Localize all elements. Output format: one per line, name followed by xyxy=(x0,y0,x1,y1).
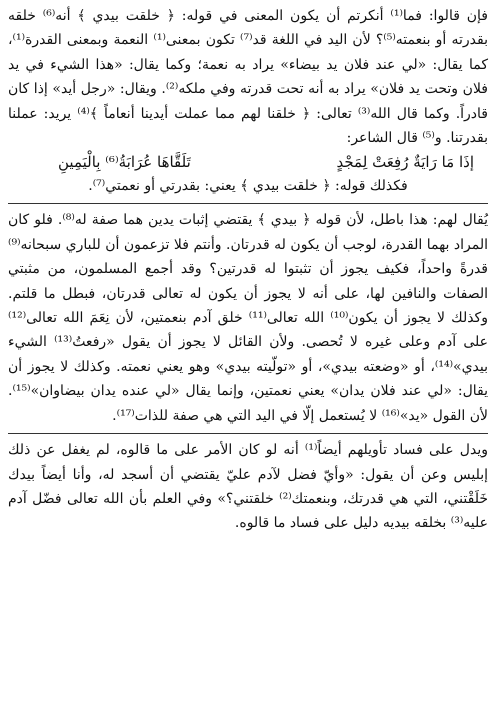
closing-paragraph: ويدل على فساد تأويلهم أيضاً⁽¹⁾ أنه لو كان الأمر على ما قالوه، لم يغفل عن ذلك إبليس وعن أن يقول: «وأيّ فضل لآدم عليّ يقتضي أن أسجد له، وأنا أيضاً بيدك خَلَقْتني، التي هي قدرتك، وبنعمتك⁽²⁾ خلقتني؟» وفي العلم بأن الله تعالى فضّل آدم عليه⁽³⁾ بخلقه بيديه دليل على فساد ما قالوه. xyxy=(8,442,488,532)
reply-paragraph: يُقال لهم: هذا باطل، لأن قوله ﴿ بيدي ﴾ يقتضي إثبات يدين هما صفة له⁽⁸⁾. فلو كان المراد بهما القدرة، لوجب أن يكون له قدرتان. وأنتم فلا تزعمون أن للباري سبحانه⁽⁹⁾ قدرةً واحداً، فكيف يجوز أن تثبتوا له قدرتين؟ وقد أجمع المسلمون، من مثبتي الصفات والنافين لها، على أنه لا يجوز أن يكون له تعالى قدرتان، فبطل ما قلتم. وكذلك لا يجوز أن يكون⁽¹⁰⁾ الله تعالى⁽¹¹⁾ خلق آدم بنعمتين، لأن نِعَمَ الله تعالى⁽¹²⁾ على آدم وعلى غيره لا تُحصى. ولأن القائل لا يجوز أن يقول «رفعتُ⁽¹³⁾ الشيء بيدي»⁽¹⁴⁾، أو «وضعته بيدي»، أو «تولّيته بيدي» وهو يعني نعمته. وكذلك لا يجوز أن يقال: «لي عند فلان يدان» يعني نعمتين، وإنما يقال «لي عنده يدان بيضاوان»⁽¹⁵⁾. لأن القول «يد»⁽¹⁶⁾ لا يُستعمل إلّا في اليد التي هي صفة للذات⁽¹⁷⁾. xyxy=(8,212,489,424)
section-divider xyxy=(8,203,488,204)
objection-paragraph: فإن قالوا: فما⁽¹⁾ أنكرتم أن يكون المعنى في قوله: ﴿ خلقت بيدي ﴾ أنه⁽⁶⁾ خلقه بقدرته أو بنعمته⁽⁵⁾؟ لأن اليد في اللغة قد⁽⁷⁾ تكون بمعنى⁽¹⁾ النعمة وبمعنى القدرة⁽¹⁾، كما يقال: «لي عند فلان يد بيضاء» يراد به نعمة؛ وكما يقال: «هذا الشيء في يد فلان وتحت يد فلان» يراد به أنه تحت قدرته وفي ملكه⁽²⁾. ويقال: «رجل أيد» إذا كان قادراً. وكما قال الله⁽³⁾ تعالى: ﴿ خلقنا لهم مما عملت أيدينا أنعاماً ﴾⁽⁴⁾ يريد: عملنا بقدرتنا. و⁽⁵⁾ قال الشاعر: xyxy=(8,8,489,147)
verse-first-hemistich: إذَا مَا رَايَةٌ رُفِعَتْ لِمَجْدٍ xyxy=(336,153,474,172)
verse-second-hemistich: تَلَقَّاهَا عُرَابَةُ⁽⁶⁾ بِالْيَمِينِ xyxy=(58,153,191,172)
verse-conclusion: فكذلك قوله: ﴿ خلقت بيدي ﴾ يعني: بقدرتي أو نعمتي⁽⁷⁾. xyxy=(88,178,408,195)
poetry-verse xyxy=(8,150,488,174)
section-divider-2 xyxy=(8,433,488,434)
